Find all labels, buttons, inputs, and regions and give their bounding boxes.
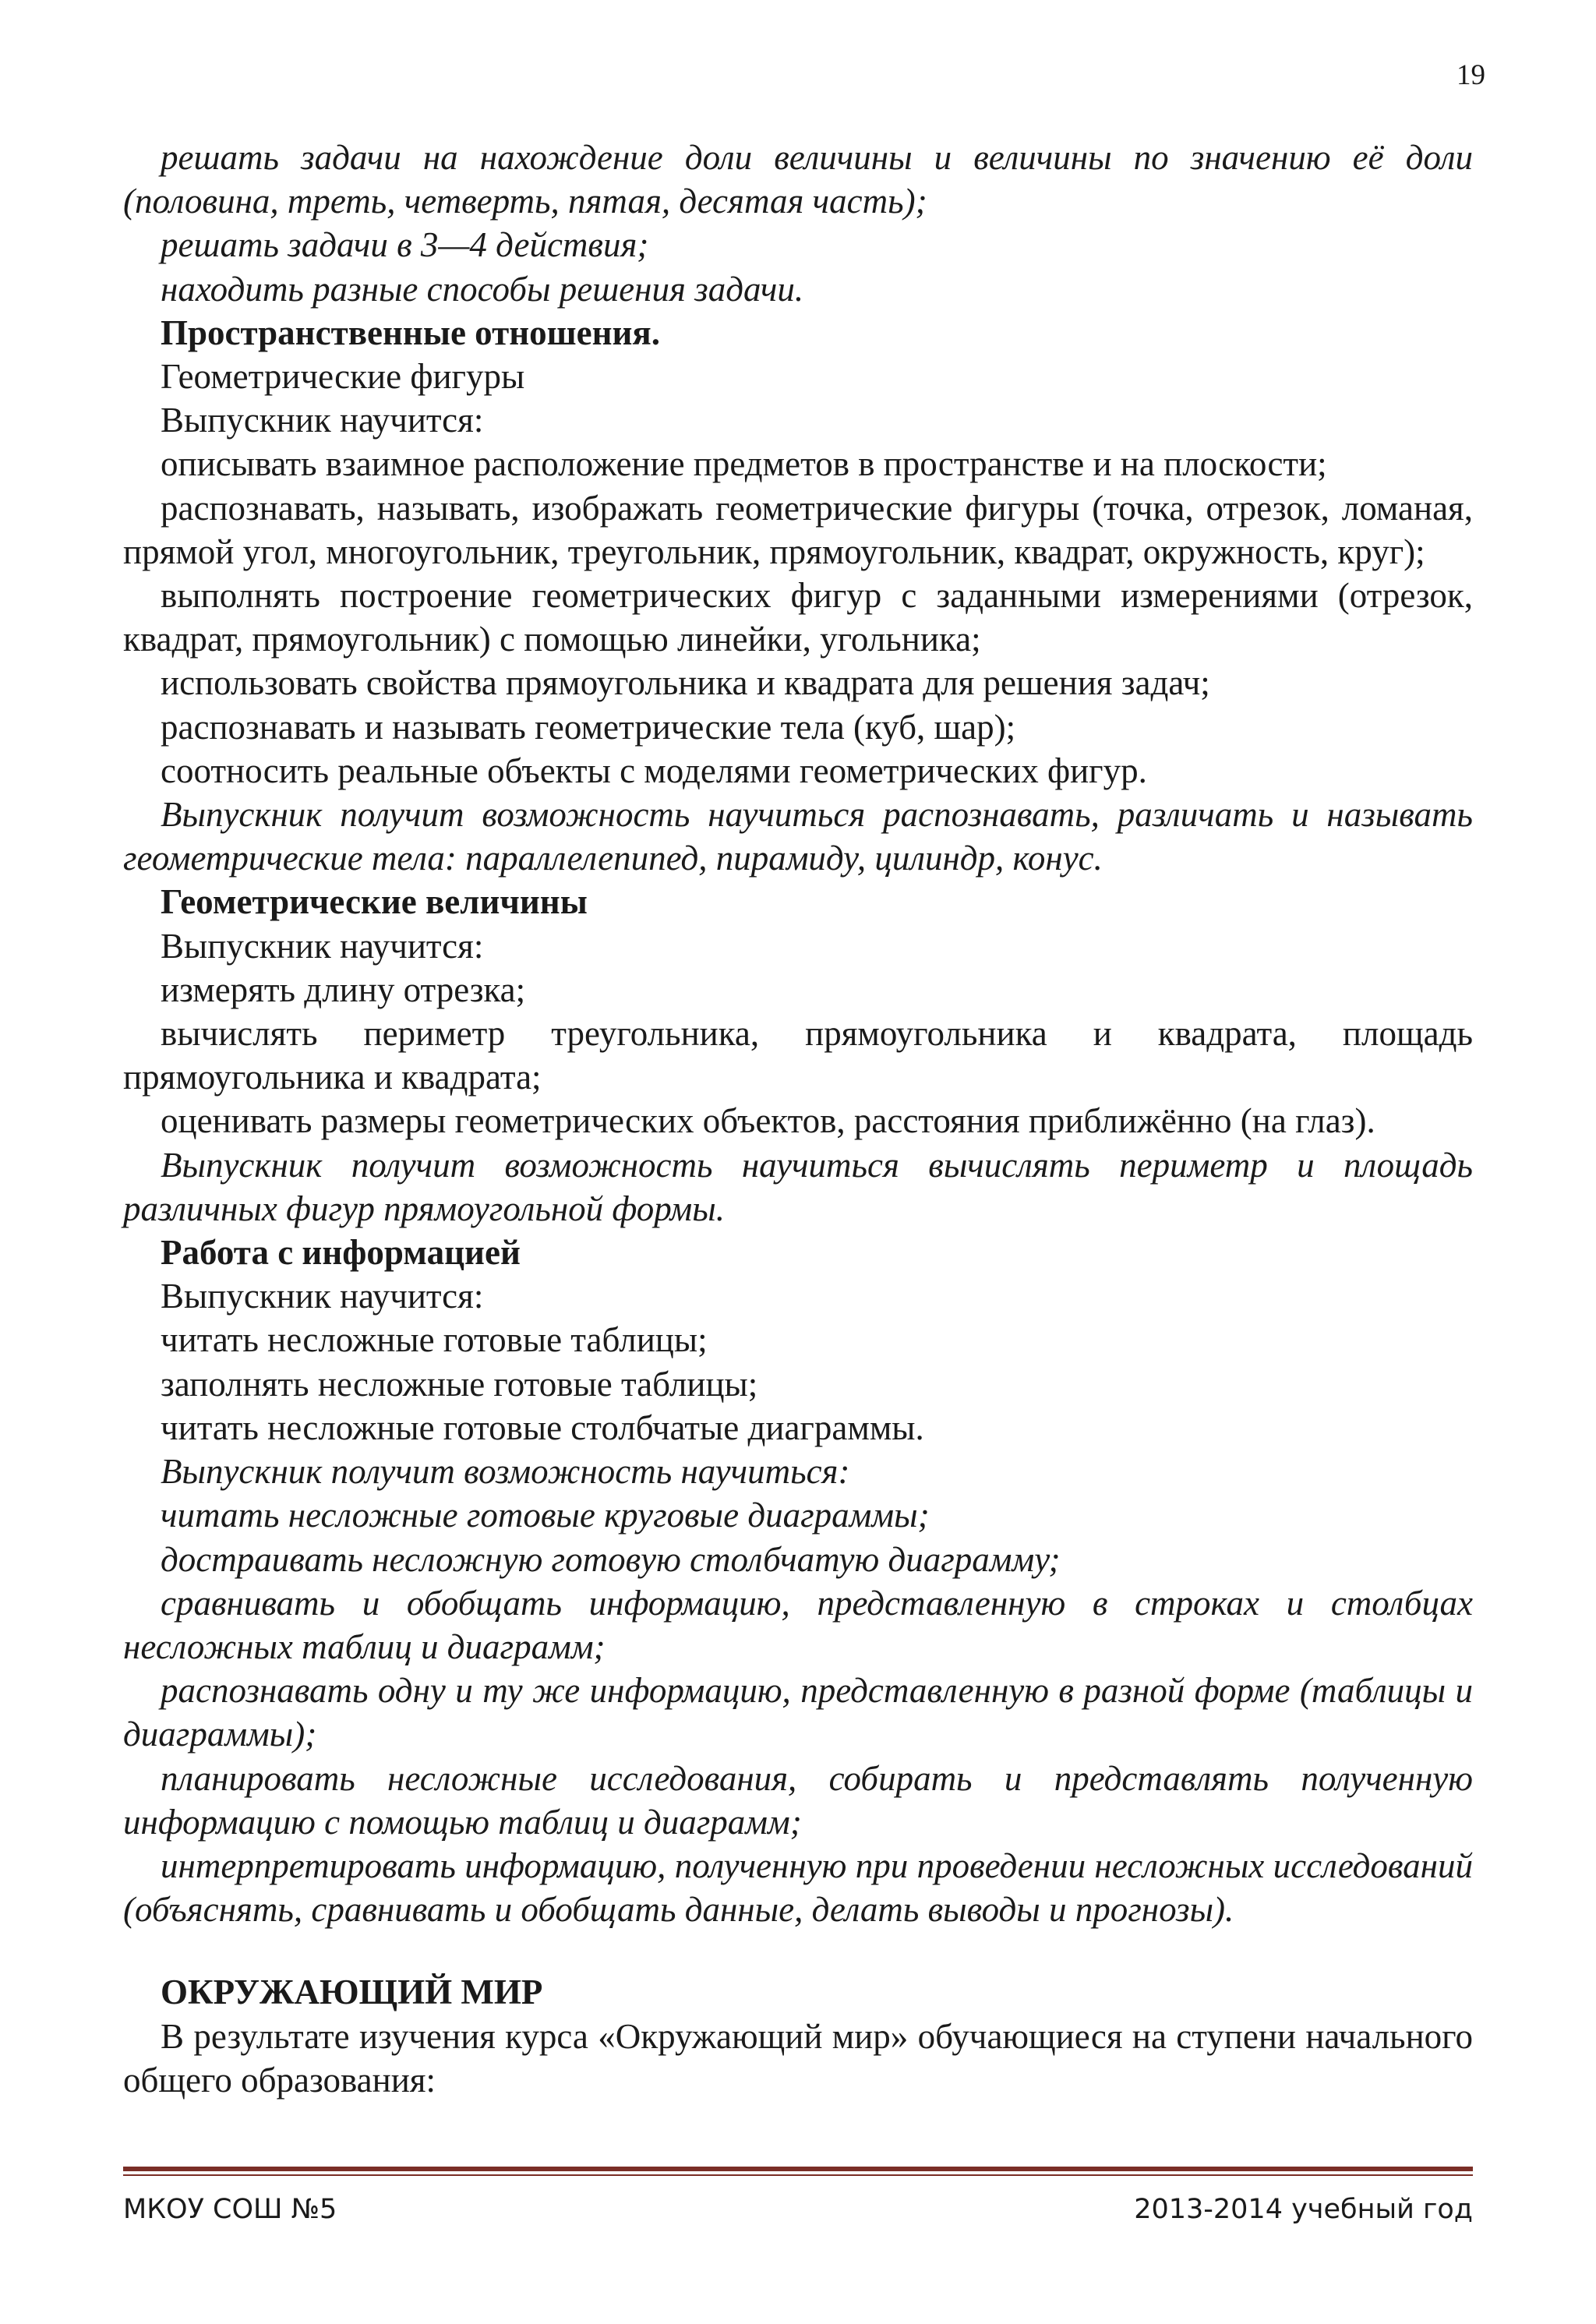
paragraph: достраивать несложную готовую столбчатую диаграмму; (161, 1539, 1061, 1579)
paragraph: распознавать, называть, изображать геометрические фигуры (точка, отрезок, ломаная, прямой угол, многоугольник, треугольник, прямоугольник, квадрат, окружность, круг); (123, 488, 1473, 571)
paragraph: читать несложные готовые таблицы; (161, 1320, 708, 1360)
paragraph: Выпускник научится: (161, 1277, 484, 1316)
paragraph: Геометрические фигуры (161, 357, 525, 397)
paragraph: соотносить реальные объекты с моделями геометрических фигур. (161, 751, 1147, 790)
paragraph: оценивать размеры геометрических объектов, расстояния приближённо (на глаз). (161, 1101, 1375, 1141)
paragraph-list (123, 136, 1473, 1931)
paragraph: решать задачи в 3—4 действия; (161, 225, 649, 265)
paragraph: находить разные способы решения задачи. (161, 269, 804, 309)
page-number: 19 (1457, 59, 1485, 91)
paragraph: Выпускник получит возможность научиться: (161, 1452, 850, 1492)
paragraph: распознавать и называть геометрические тела (куб, шар); (161, 707, 1016, 747)
section-heading: ОКРУЖАЮЩИЙ МИР (161, 1973, 543, 2012)
paragraph: читать несложные готовые круговые диаграммы; (161, 1496, 930, 1535)
section-intro: В результате изучения курса «Окружающий мир» обучающиеся на ступени начального общего образования: (123, 2016, 1473, 2100)
footer-rule-thin (123, 2174, 1473, 2176)
document-body (123, 136, 1473, 2102)
paragraph: описывать взаимное расположение предметов в пространстве и на плоскости; (161, 444, 1327, 484)
footer-school: МКОУ СОШ №5 (123, 2194, 337, 2225)
paragraph: сравнивать и обобщать информацию, представленную в строках и столбцах несложных таблиц и диаграмм; (123, 1583, 1473, 1666)
section-gap (123, 1931, 1473, 1970)
paragraph: читать несложные готовые столбчатые диаграммы. (161, 1407, 924, 1447)
paragraph: Выпускник получит возможность научиться распознавать, различать и называть геометрические тела: параллелепипед, пирамиду, цилиндр, конус. (123, 795, 1473, 878)
paragraph: измерять длину отрезка; (161, 970, 526, 1009)
paragraph: решать задачи на нахождение доли величины и величины по значению её доли (половина, треть, четверть, пятая, десятая часть); (123, 138, 1473, 221)
footer-rule (123, 2167, 1473, 2171)
paragraph: использовать свойства прямоугольника и квадрата для решения задач; (161, 663, 1210, 703)
paragraph: интерпретировать информацию, полученную при проведении несложных исследований (объяснять, сравнивать и обобщать данные, делать выводы и прогнозы). (123, 1845, 1473, 1930)
subheading: Пространственные отношения. (161, 313, 661, 352)
subheading: Геометрические величины (161, 882, 588, 922)
paragraph: распознавать одну и ту же информацию, представленную в разной форме (таблицы и диаграммы); (123, 1671, 1473, 1754)
paragraph: заполнять несложные готовые таблицы; (161, 1364, 758, 1404)
paragraph: вычислять периметр треугольника, прямоугольника и квадрата, площадь прямоугольника и квадрата; (123, 1014, 1473, 1097)
paragraph: Выпускник научится: (161, 401, 484, 440)
subheading: Работа с информацией (161, 1233, 521, 1273)
footer-year: 2013-2014 учебный год (1134, 2194, 1473, 2225)
paragraph: планировать несложные исследования, собирать и представлять полученную информацию с помощью таблиц и диаграмм; (123, 1758, 1473, 1842)
paragraph: выполнять построение геометрических фигур с заданными измерениями (отрезок, квадрат, прямоугольник) с помощью линейки, угольника; (123, 576, 1473, 659)
paragraph: Выпускник получит возможность научиться вычислять периметр и площадь различных фигур прямоугольной формы. (123, 1145, 1473, 1228)
paragraph: Выпускник научится: (161, 926, 484, 966)
